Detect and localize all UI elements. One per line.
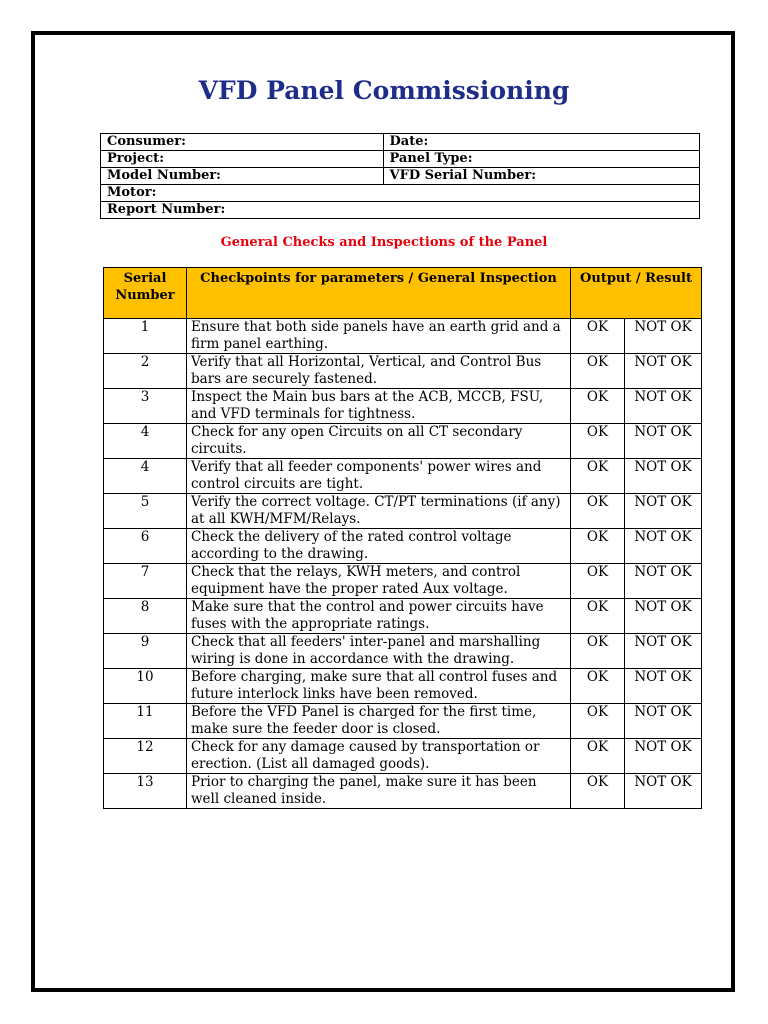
- ok-option[interactable]: OK: [571, 459, 625, 494]
- checkpoint-cell: Verify that all Horizontal, Vertical, and Control Bus bars are securely fastened.: [187, 354, 571, 389]
- table-row: [104, 669, 702, 704]
- ok-option[interactable]: OK: [571, 494, 625, 529]
- checkpoint-cell: Verify that all feeder components' power wires and control circuits are tight.: [187, 459, 571, 494]
- not-ok-option[interactable]: NOT OK: [625, 494, 702, 529]
- table-row: [104, 739, 702, 774]
- ok-option[interactable]: OK: [571, 599, 625, 634]
- ok-option[interactable]: OK: [571, 669, 625, 704]
- checkpoint-cell: Ensure that both side panels have an earth grid and a firm panel earthing.: [187, 319, 571, 354]
- serial-number-cell: 6: [104, 529, 187, 564]
- checkpoint-cell: Check for any open Circuits on all CT secondary circuits.: [187, 424, 571, 459]
- not-ok-option[interactable]: NOT OK: [625, 774, 702, 809]
- checkpoint-cell: Check that all feeders' inter-panel and marshalling wiring is done in accordance with the drawing.: [187, 634, 571, 669]
- table-row: [104, 634, 702, 669]
- serial-number-cell: 4: [104, 459, 187, 494]
- not-ok-option[interactable]: NOT OK: [625, 389, 702, 424]
- checkpoint-cell: Check that the relays, KWH meters, and control equipment have the proper rated Aux voltage.: [187, 564, 571, 599]
- info-field-label: VFD Serial Number:: [383, 168, 700, 185]
- info-field-label: Report Number:: [101, 202, 700, 219]
- serial-number-cell: 12: [104, 739, 187, 774]
- serial-number-cell: 11: [104, 704, 187, 739]
- info-row: [101, 202, 700, 219]
- not-ok-option[interactable]: NOT OK: [625, 564, 702, 599]
- not-ok-option[interactable]: NOT OK: [625, 424, 702, 459]
- serial-number-cell: 4: [104, 424, 187, 459]
- info-row: [101, 168, 700, 185]
- not-ok-option[interactable]: NOT OK: [625, 319, 702, 354]
- serial-number-cell: 2: [104, 354, 187, 389]
- table-row: [104, 599, 702, 634]
- ok-option[interactable]: OK: [571, 529, 625, 564]
- info-field-label: Motor:: [101, 185, 700, 202]
- checkpoint-cell: Check for any damage caused by transportation or erection. (List all damaged goods).: [187, 739, 571, 774]
- section-heading: General Checks and Inspections of the Panel: [220, 235, 548, 250]
- ok-option[interactable]: OK: [571, 634, 625, 669]
- info-field-label: Panel Type:: [383, 151, 700, 168]
- table-row: [104, 354, 702, 389]
- ok-option[interactable]: OK: [571, 739, 625, 774]
- table-row: [104, 704, 702, 739]
- table-row: [104, 319, 702, 354]
- not-ok-option[interactable]: NOT OK: [625, 599, 702, 634]
- serial-number-cell: 9: [104, 634, 187, 669]
- table-row: [104, 459, 702, 494]
- serial-number-cell: 3: [104, 389, 187, 424]
- ok-option[interactable]: OK: [571, 704, 625, 739]
- not-ok-option[interactable]: NOT OK: [625, 739, 702, 774]
- not-ok-option[interactable]: NOT OK: [625, 669, 702, 704]
- serial-number-cell: 13: [104, 774, 187, 809]
- not-ok-option[interactable]: NOT OK: [625, 459, 702, 494]
- info-row: [101, 134, 700, 151]
- table-row: [104, 774, 702, 809]
- info-field-label: Model Number:: [101, 168, 384, 185]
- checkpoint-cell: Before charging, make sure that all control fuses and future interlock links have been removed.: [187, 669, 571, 704]
- ok-option[interactable]: OK: [571, 424, 625, 459]
- table-header-row: [104, 268, 702, 319]
- not-ok-option[interactable]: NOT OK: [625, 634, 702, 669]
- ok-option[interactable]: OK: [571, 564, 625, 599]
- info-field-label: Consumer:: [101, 134, 384, 151]
- table-row: [104, 529, 702, 564]
- serial-number-cell: 7: [104, 564, 187, 599]
- info-row: [101, 185, 700, 202]
- header-serial-number: Serial Number: [104, 268, 187, 319]
- info-table: [100, 133, 700, 219]
- not-ok-option[interactable]: NOT OK: [625, 704, 702, 739]
- ok-option[interactable]: OK: [571, 389, 625, 424]
- table-row: [104, 424, 702, 459]
- checkpoint-cell: Check the delivery of the rated control voltage according to the drawing.: [187, 529, 571, 564]
- table-row: [104, 389, 702, 424]
- checkpoint-cell: Prior to charging the panel, make sure it has been well cleaned inside.: [187, 774, 571, 809]
- ok-option[interactable]: OK: [571, 354, 625, 389]
- not-ok-option[interactable]: NOT OK: [625, 529, 702, 564]
- header-output-result: Output / Result: [571, 268, 702, 319]
- info-field-label: Project:: [101, 151, 384, 168]
- checkpoint-cell: Inspect the Main bus bars at the ACB, MCCB, FSU, and VFD terminals for tightness.: [187, 389, 571, 424]
- checkpoint-cell: Make sure that the control and power circuits have fuses with the appropriate ratings.: [187, 599, 571, 634]
- header-checkpoints: Checkpoints for parameters / General Inspection: [187, 268, 571, 319]
- checkpoint-cell: Verify the correct voltage. CT/PT terminations (if any) at all KWH/MFM/Relays.: [187, 494, 571, 529]
- ok-option[interactable]: OK: [571, 774, 625, 809]
- serial-number-cell: 10: [104, 669, 187, 704]
- ok-option[interactable]: OK: [571, 319, 625, 354]
- serial-number-cell: 5: [104, 494, 187, 529]
- table-row: [104, 564, 702, 599]
- checks-table: [103, 267, 702, 809]
- table-row: [104, 494, 702, 529]
- checkpoint-cell: Before the VFD Panel is charged for the first time, make sure the feeder door is closed.: [187, 704, 571, 739]
- page-title: VFD Panel Commissioning: [198, 76, 570, 105]
- info-row: [101, 151, 700, 168]
- not-ok-option[interactable]: NOT OK: [625, 354, 702, 389]
- serial-number-cell: 1: [104, 319, 187, 354]
- info-field-label: Date:: [383, 134, 700, 151]
- serial-number-cell: 8: [104, 599, 187, 634]
